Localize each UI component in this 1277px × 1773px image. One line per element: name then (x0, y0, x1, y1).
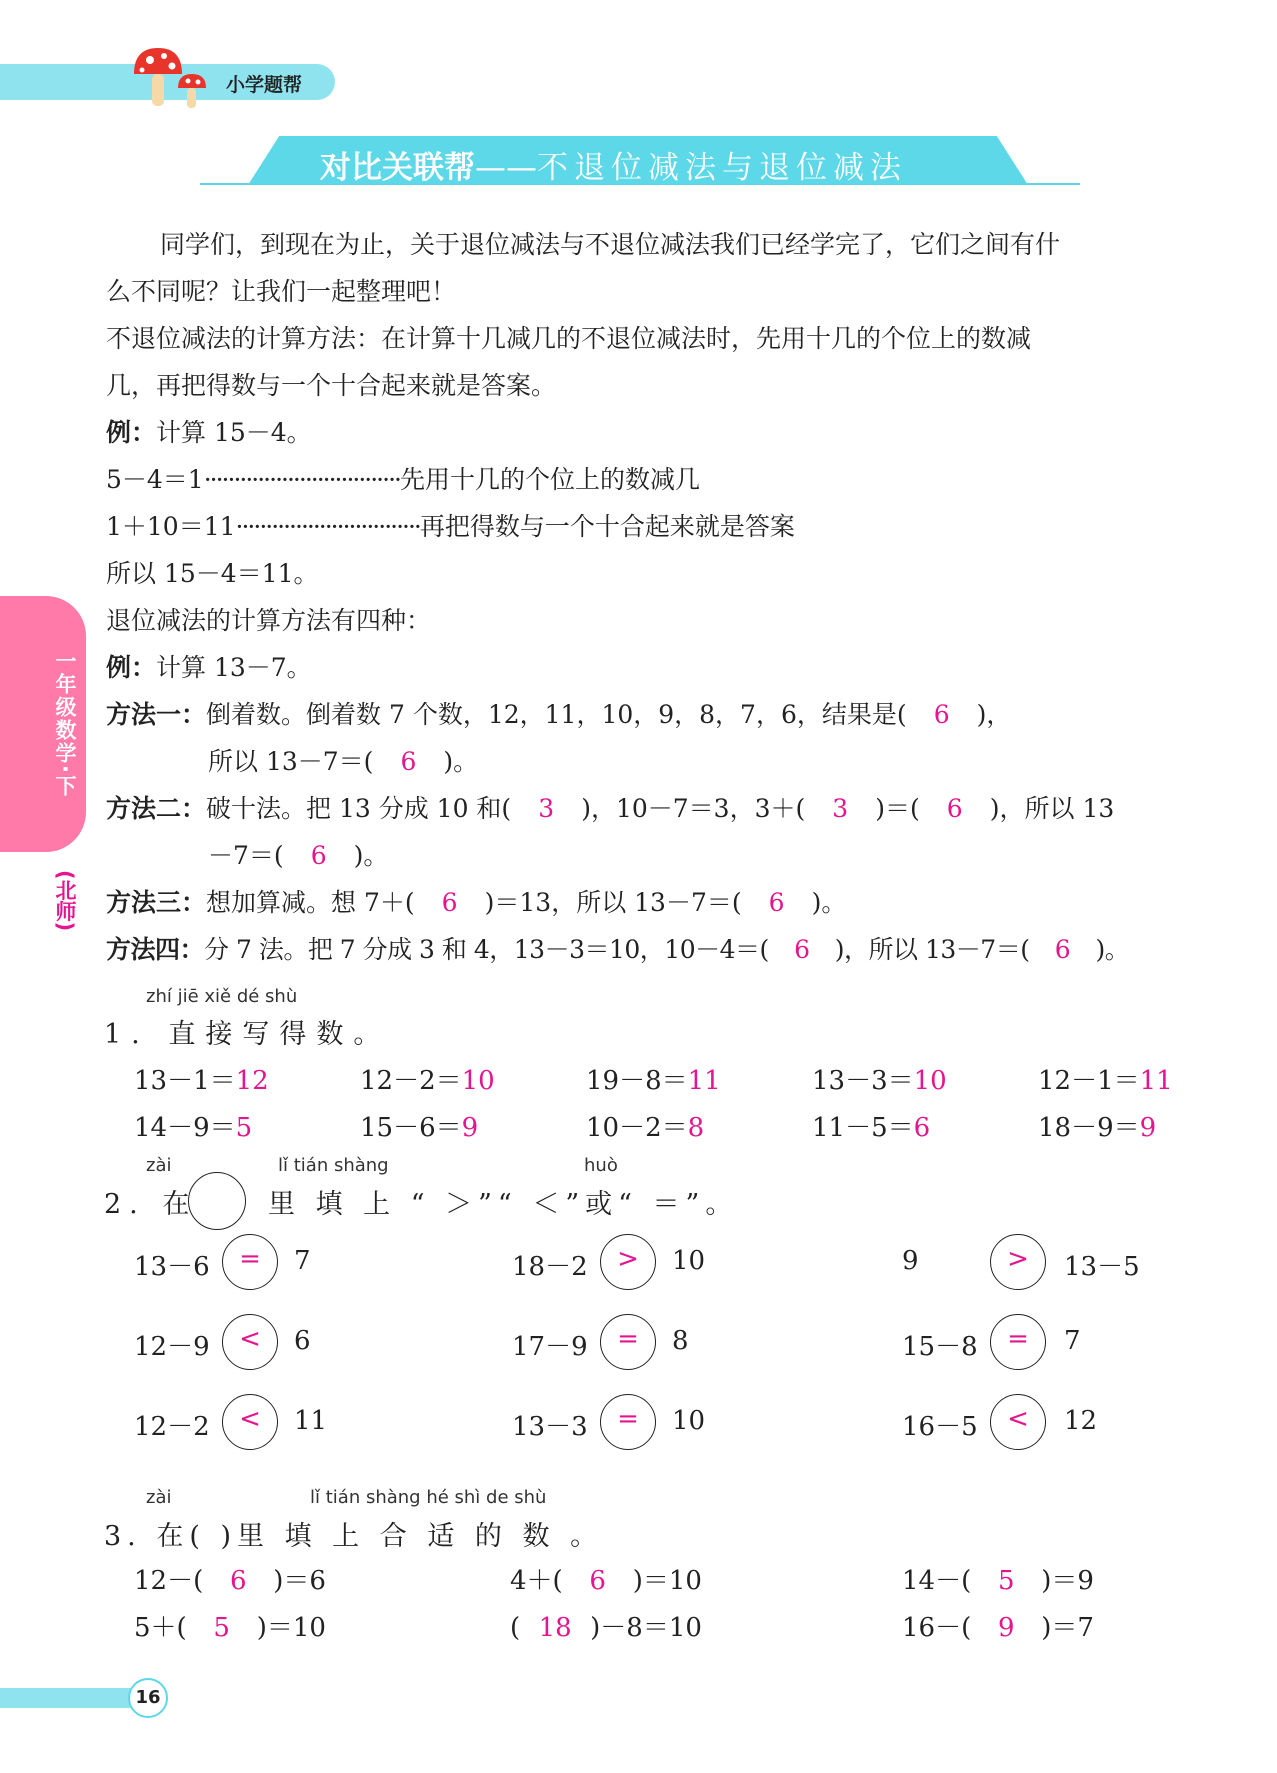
section-title-dash: —— (475, 150, 537, 186)
q2-pinyin-tian: lǐ tián shàng (278, 1155, 389, 1176)
footer-band (0, 1688, 140, 1708)
intro-line-2: 么不同呢？让我们一起整理吧！ (106, 277, 457, 306)
intro-line-1: 同学们，到现在为止，关于退位减法与不退位减法我们已经学完了，它们之间有什 (160, 230, 1061, 259)
nonborrow-step-1 (106, 463, 700, 497)
q3-item (902, 1607, 1094, 1644)
answer: 6 (946, 794, 963, 823)
example-label: 例： (106, 653, 157, 682)
nonborrow-line-2: 几，再把得数与一个十合起来就是答案。 (106, 371, 557, 400)
q2-right-expr: 13－5 (1064, 1252, 1140, 1282)
q3-item (510, 1560, 702, 1597)
q3-title: 3. 在( )里 填 上 合 适 的 数 。 (104, 1521, 604, 1552)
q1-question: 18－9＝ (1038, 1113, 1140, 1143)
q2-left-expr: 18－2 (512, 1252, 588, 1282)
q1-item (812, 1107, 930, 1144)
side-tab-edition: (北师) (53, 870, 77, 932)
q1-answer: 8 (687, 1113, 705, 1143)
q2-left-expr: 15－8 (902, 1332, 978, 1362)
step-equation: 1＋10＝11 (106, 512, 236, 541)
method-label: 方法一： (106, 700, 207, 729)
method-4 (106, 933, 1129, 967)
q2-left-expr: 17－9 (512, 1332, 588, 1362)
q1-question: 13－3＝ (812, 1066, 914, 1096)
answer: 6 (400, 747, 417, 776)
q1-answer: 11 (687, 1066, 721, 1096)
section-title-bold: 对比关联帮 (320, 150, 475, 186)
nonborrow-step-2 (106, 510, 795, 544)
q1-answer: 12 (235, 1066, 269, 1096)
answer: 6 (1054, 935, 1071, 964)
q2-compare-circle[interactable]: = (990, 1314, 1046, 1370)
method-text: )。 (353, 841, 389, 870)
page-number: 16 (128, 1678, 168, 1718)
q2-compare-circle[interactable]: = (600, 1394, 656, 1450)
q3-item (134, 1560, 326, 1597)
nonborrow-example (106, 416, 312, 450)
q2-left-expr: 12－9 (134, 1332, 210, 1362)
answer: 3 (832, 794, 849, 823)
q3-answer[interactable]: 6 (589, 1566, 606, 1596)
q1-item (134, 1107, 252, 1144)
q1-answer: 6 (913, 1113, 931, 1143)
q2-compare-circle[interactable]: < (222, 1394, 278, 1450)
q1-question: 15－6＝ (360, 1113, 462, 1143)
method-text: 所以 13－7＝( (208, 747, 374, 776)
q3-answer[interactable]: 9 (997, 1613, 1015, 1643)
method-text: －7＝( (208, 841, 284, 870)
q2-right-expr: 10 (672, 1406, 706, 1436)
answer: 6 (441, 888, 458, 917)
q2-left-expr: 12－2 (134, 1412, 210, 1442)
step-dots: ································· (203, 465, 400, 494)
q3-pre: 16－( (902, 1613, 972, 1643)
q1-item (812, 1060, 947, 1097)
q1-item (1038, 1107, 1156, 1144)
q2-right-expr: 7 (1064, 1326, 1081, 1356)
method-text: )。 (1095, 935, 1130, 964)
q2-compare-circle[interactable]: < (222, 1314, 278, 1370)
q3-answer[interactable]: 6 (229, 1566, 247, 1596)
q2-title-circle (188, 1172, 246, 1230)
method-text: 分 7 法。把 7 分成 3 和 4，13－3＝10，10－4＝( (204, 935, 769, 964)
q1-item (134, 1060, 269, 1097)
method-3 (106, 886, 846, 920)
q2-right-expr: 11 (294, 1406, 328, 1436)
q2-pinyin-zai: zài (146, 1155, 172, 1176)
method-text: )＝( (875, 794, 920, 823)
q1-question: 12－1＝ (1038, 1066, 1140, 1096)
q3-post: )－8＝10 (590, 1613, 702, 1643)
q1-item (586, 1107, 704, 1144)
borrow-example (106, 651, 312, 685)
q2-compare-circle[interactable]: < (990, 1394, 1046, 1450)
mushroom-logo-icon (128, 44, 218, 114)
section-title (320, 142, 907, 187)
q2-right-expr: 12 (1064, 1406, 1098, 1436)
q3-pre: 14－( (902, 1566, 972, 1596)
method-1 (106, 698, 1011, 732)
q1-answer: 11 (1139, 1066, 1173, 1096)
method-text: )， (976, 700, 1012, 729)
q2-compare-circle[interactable]: = (600, 1314, 656, 1370)
side-tab-grade: 一年级数学·下 (53, 650, 77, 798)
q1-item (360, 1060, 495, 1097)
step-note: 再把得数与一个十合起来就是答案 (419, 512, 795, 541)
q3-item (510, 1607, 702, 1644)
q1-answer: 9 (461, 1113, 479, 1143)
brand-name: 小学题帮 (226, 74, 303, 96)
method-text: )。 (443, 747, 479, 776)
method-label: 方法四： (106, 935, 205, 964)
q1-question: 14－9＝ (134, 1113, 236, 1143)
method-text: )＝13，所以 13－7＝( (484, 888, 742, 917)
q3-post: )＝10 (256, 1613, 326, 1643)
q3-pre: 12－( (134, 1566, 204, 1596)
method-text: )，10－7＝3，3＋( (581, 794, 806, 823)
q3-pre: 5＋( (134, 1613, 187, 1643)
method-2 (106, 792, 1114, 826)
method-text: 破十法。把 13 分成 10 和( (206, 794, 512, 823)
q1-title: 1. 直接写得数。 (104, 1019, 391, 1050)
method-1-line-2 (208, 745, 478, 779)
method-label: 方法二： (106, 794, 207, 823)
method-text: )，所以 13 (989, 794, 1115, 823)
q2-left-expr: 9 (902, 1246, 919, 1276)
q2-right-expr: 7 (294, 1246, 311, 1276)
q3-pinyin-tian: lǐ tián shàng hé shì de shù (310, 1487, 547, 1508)
answer: 6 (933, 700, 950, 729)
q2-title-a: 2. 在 (104, 1189, 198, 1220)
q3-answer[interactable]: 5 (997, 1566, 1015, 1596)
q1-question: 12－2＝ (360, 1066, 462, 1096)
method-2-line-2 (208, 839, 388, 873)
q3-post: )＝9 (1041, 1566, 1094, 1596)
q1-item (586, 1060, 721, 1097)
example-text: 计算 15－4。 (156, 418, 312, 447)
q1-item (1038, 1060, 1173, 1097)
q2-compare-circle[interactable]: = (222, 1234, 278, 1290)
q1-answer: 5 (235, 1113, 253, 1143)
q3-item (902, 1560, 1094, 1597)
q1-pinyin: zhí jiē xiě dé shù (146, 986, 298, 1007)
method-text: 想加算减。想 7＋( (206, 888, 415, 917)
q3-post: )＝6 (273, 1566, 326, 1596)
q3-pre: 4＋( (510, 1566, 563, 1596)
q3-item (134, 1607, 326, 1644)
q2-left-expr: 13－3 (512, 1412, 588, 1442)
example-label: 例： (106, 418, 157, 447)
answer: 3 (538, 794, 555, 823)
q2-pinyin-huo: huò (584, 1155, 618, 1176)
q1-question: 11－5＝ (812, 1113, 914, 1143)
answer: 6 (768, 888, 785, 917)
method-text: )。 (811, 888, 847, 917)
section-title-rest: 不退位减法与退位减法 (537, 150, 907, 186)
answer: 6 (794, 935, 810, 964)
q2-title-b: 里 填 上 “ ＞”“ ＜”或“ ＝”。 (268, 1189, 739, 1220)
q3-answer[interactable]: 18 (538, 1613, 572, 1643)
method-label: 方法三： (106, 888, 207, 917)
q1-question: 19－8＝ (586, 1066, 688, 1096)
q2-right-expr: 6 (294, 1326, 311, 1356)
step-note: 先用十几的个位上的数减几 (399, 465, 700, 494)
borrow-intro: 退位减法的计算方法有四种： (106, 606, 432, 635)
q2-compare-circle[interactable]: > (600, 1234, 656, 1290)
q2-right-expr: 10 (672, 1246, 706, 1276)
step-dots: ······························· (235, 512, 420, 541)
answer: 6 (310, 841, 327, 870)
q1-question: 10－2＝ (586, 1113, 688, 1143)
q2-compare-circle[interactable]: > (990, 1234, 1046, 1290)
q3-answer[interactable]: 5 (213, 1613, 230, 1643)
method-text: 倒着数。倒着数 7 个数，12，11，10，9，8，7，6，结果是( (206, 700, 907, 729)
q3-pre: ( (510, 1613, 521, 1643)
nonborrow-line-1: 不退位减法的计算方法：在计算十几减几的不退位减法时，先用十几的个位上的数减 (106, 324, 1032, 353)
q1-item (360, 1107, 478, 1144)
q2-right-expr: 8 (672, 1326, 689, 1356)
example-text: 计算 13－7。 (156, 653, 312, 682)
q2-left-expr: 13－6 (134, 1252, 210, 1282)
q1-answer: 10 (913, 1066, 947, 1096)
step-equation: 5－4＝1 (106, 465, 204, 494)
q2-left-expr: 16－5 (902, 1412, 978, 1442)
q3-post: )＝10 (632, 1566, 702, 1596)
q1-answer: 9 (1139, 1113, 1157, 1143)
q3-post: )＝7 (1041, 1613, 1094, 1643)
method-text: )，所以 13－7＝( (834, 935, 1030, 964)
nonborrow-conclusion: 所以 15－4＝11。 (106, 559, 319, 588)
q3-pinyin-zai: zài (146, 1487, 172, 1508)
q1-answer: 10 (461, 1066, 495, 1096)
q1-question: 13－1＝ (134, 1066, 236, 1096)
